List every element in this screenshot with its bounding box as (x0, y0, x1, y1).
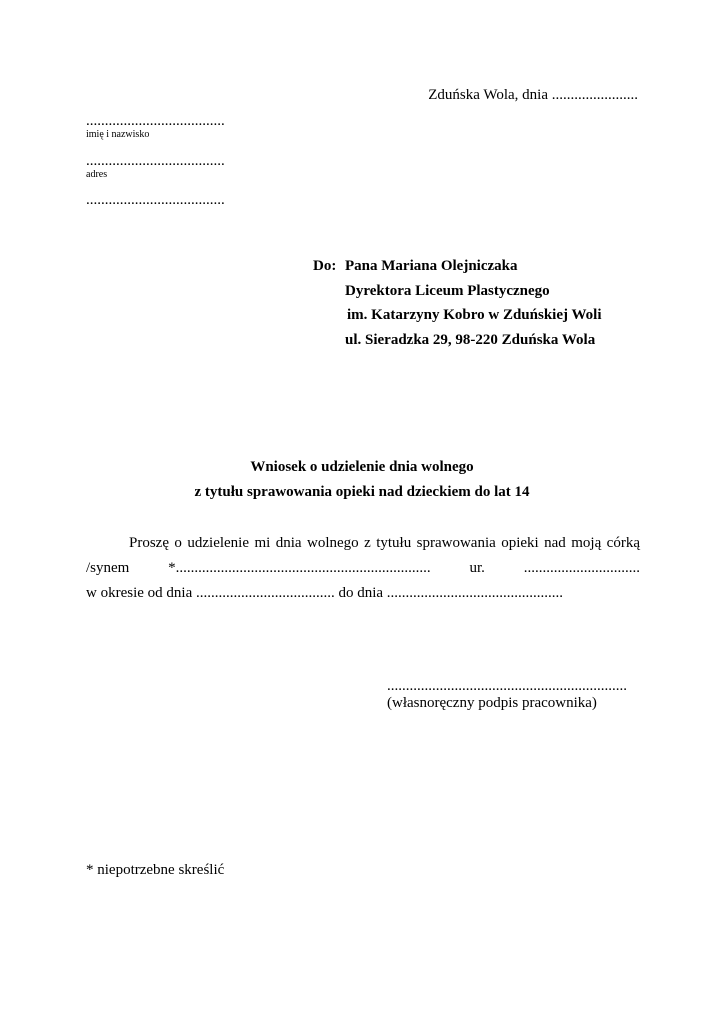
recipient-to-label: Do: (313, 258, 337, 274)
place-date-line: Zduńska Wola, dnia ....................... (428, 87, 638, 103)
sender-name-caption: imię i nazwisko (86, 129, 150, 140)
body-paragraph-line-2 (86, 560, 640, 577)
document-title: Wniosek o udzielenie dnia wolnego (250, 459, 474, 475)
footnote: * niepotrzebne skreślić (86, 862, 225, 878)
recipient-institution: im. Katarzyny Kobro w Zduńskiej Woli (347, 307, 602, 323)
document-subtitle: z tytułu sprawowania opieki nad dzieckiem do lat 14 (194, 484, 530, 500)
signature-caption: (własnoręczny podpis pracownika) (387, 695, 597, 711)
body-paragraph-line-3: w okresie od dnia ..................................... do dnia ............................................... (86, 585, 564, 601)
signature-blank: ................................................................ (387, 678, 627, 694)
sender-extra-blank: ..................................... (86, 192, 225, 208)
recipient-position: Dyrektora Liceum Plastycznego (345, 283, 550, 299)
sender-address-blank: ..................................... (86, 153, 225, 169)
body-line-2-birth-date-blank: ............................... (523, 560, 640, 576)
sender-address-caption: adres (86, 169, 108, 180)
body-line-1-text: Proszę o udzielenie mi dnia wolnego z tytułu sprawowania opieki nad moją córką (129, 535, 640, 551)
body-line-2-born-label: ur. (469, 560, 485, 576)
recipient-address: ul. Sieradzka 29, 98-220 Zduńska Wola (345, 332, 596, 348)
recipient-name: Pana Mariana Olejniczaka (345, 258, 518, 274)
sender-name-blank: ..................................... (86, 113, 225, 129)
body-line-2-child-name-blank: *.................................................................... (168, 560, 431, 576)
body-paragraph-line-1 (86, 535, 640, 552)
body-line-2-son: /synem (86, 560, 130, 576)
